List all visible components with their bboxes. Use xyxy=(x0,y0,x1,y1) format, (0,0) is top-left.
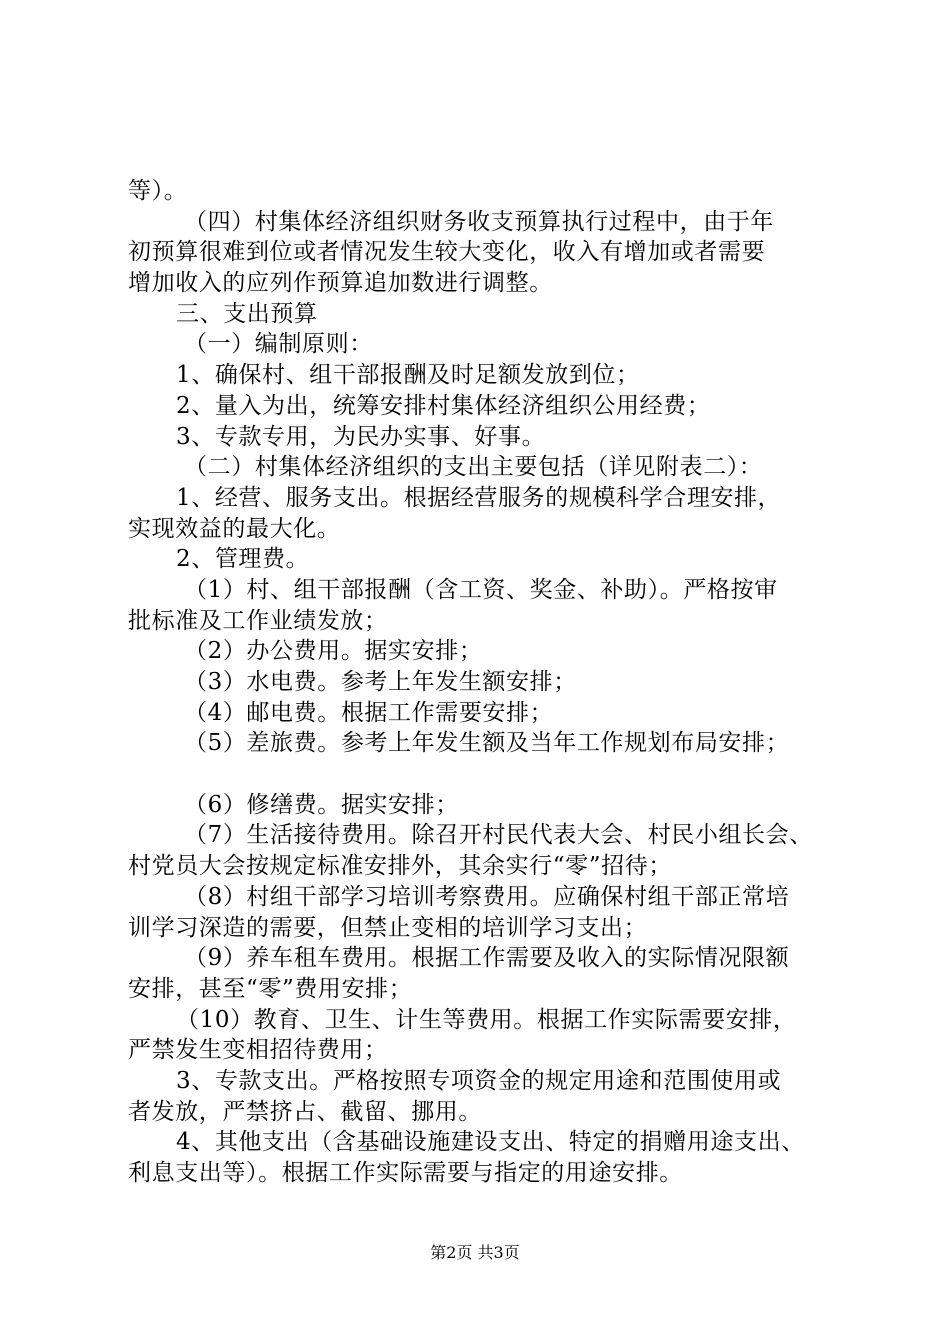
text-line: 4、其他支出（含基础设施建设支出、特定的捐赠用途支出、 xyxy=(176,1129,805,1156)
text-line: 村党员大会按规定标准安排外，其余实行“零”招待； xyxy=(128,853,672,880)
text-line: 2、量入为出，统筹安排村集体经济组织公用经费； xyxy=(176,392,711,419)
text-line: 1、经营、服务支出。根据经营服务的规模科学合理安排， xyxy=(176,484,782,511)
text-line: 增加收入的应列作预算追加数进行调整。 xyxy=(128,270,553,297)
text-line: 等）。 xyxy=(128,178,188,204)
text-line: （6）修缮费。据实安排； xyxy=(184,791,459,818)
text-line: 安排，甚至“零”费用安排； xyxy=(128,975,413,1002)
text-line: （1）村、组干部报酬（含工资、奖金、补助）。严格按审 xyxy=(184,576,778,603)
text-line: 利息支出等）。根据工作实际需要与指定的用途安排。 xyxy=(128,1160,683,1186)
text-line: 实现效益的最大化。 xyxy=(128,515,341,542)
text-line: 者发放，严禁挤占、截留、挪用。 xyxy=(128,1098,482,1125)
text-line: 3、专款专用，为民办实事、好事。 xyxy=(176,423,546,450)
text-line: 三、支出预算 xyxy=(176,300,318,327)
text-line: （9）养车租车费用。根据工作需要及收入的实际情况限额 xyxy=(184,945,790,972)
text-line: （四）村集体经济组织财务收支预算执行过程中，由于年 xyxy=(184,208,774,235)
text-line: 3、专款支出。严格按照专项资金的规定用途和范围使用或 xyxy=(176,1067,782,1094)
page-footer: 第2页 共3页 xyxy=(430,1243,520,1262)
text-line: （2）办公费用。据实安排； xyxy=(184,638,483,665)
text-line: 2、管理费。 xyxy=(176,546,310,573)
text-line: （8）村组干部学习培训考察费用。应确保村组干部正常培 xyxy=(184,883,790,910)
text-line: （5）差旅费。参考上年发生额及当年工作规划布局安排； xyxy=(184,730,790,757)
text-line: 1、确保村、组干部报酬及时足额发放到位； xyxy=(176,362,640,389)
document-body xyxy=(128,176,840,1189)
text-line: （3）水电费。参考上年发生额安排； xyxy=(184,669,577,695)
blank-line xyxy=(128,759,840,790)
text-line: （10）教育、卫生、计生等费用。根据工作实际需要安排， xyxy=(176,1006,797,1033)
text-line: （一）编制原则： xyxy=(184,331,373,358)
text-line: （7）生活接待费用。除召开村民代表大会、村民小组长会、 xyxy=(184,822,813,849)
text-line: （4）邮电费。根据工作需要安排； xyxy=(184,699,554,726)
text-line: 严禁发生变相招待费用； xyxy=(128,1037,388,1064)
text-line: 批标准及工作业绩发放； xyxy=(128,607,388,634)
text-line: 训学习深造的需要，但禁止变相的培训学习支出； xyxy=(128,914,648,941)
text-line: （二）村集体经济组织的支出主要包括（详见附表二）： xyxy=(184,454,763,481)
text-line: 初预算很难到位或者情况发生较大变化，收入有增加或者需要 xyxy=(128,239,766,266)
